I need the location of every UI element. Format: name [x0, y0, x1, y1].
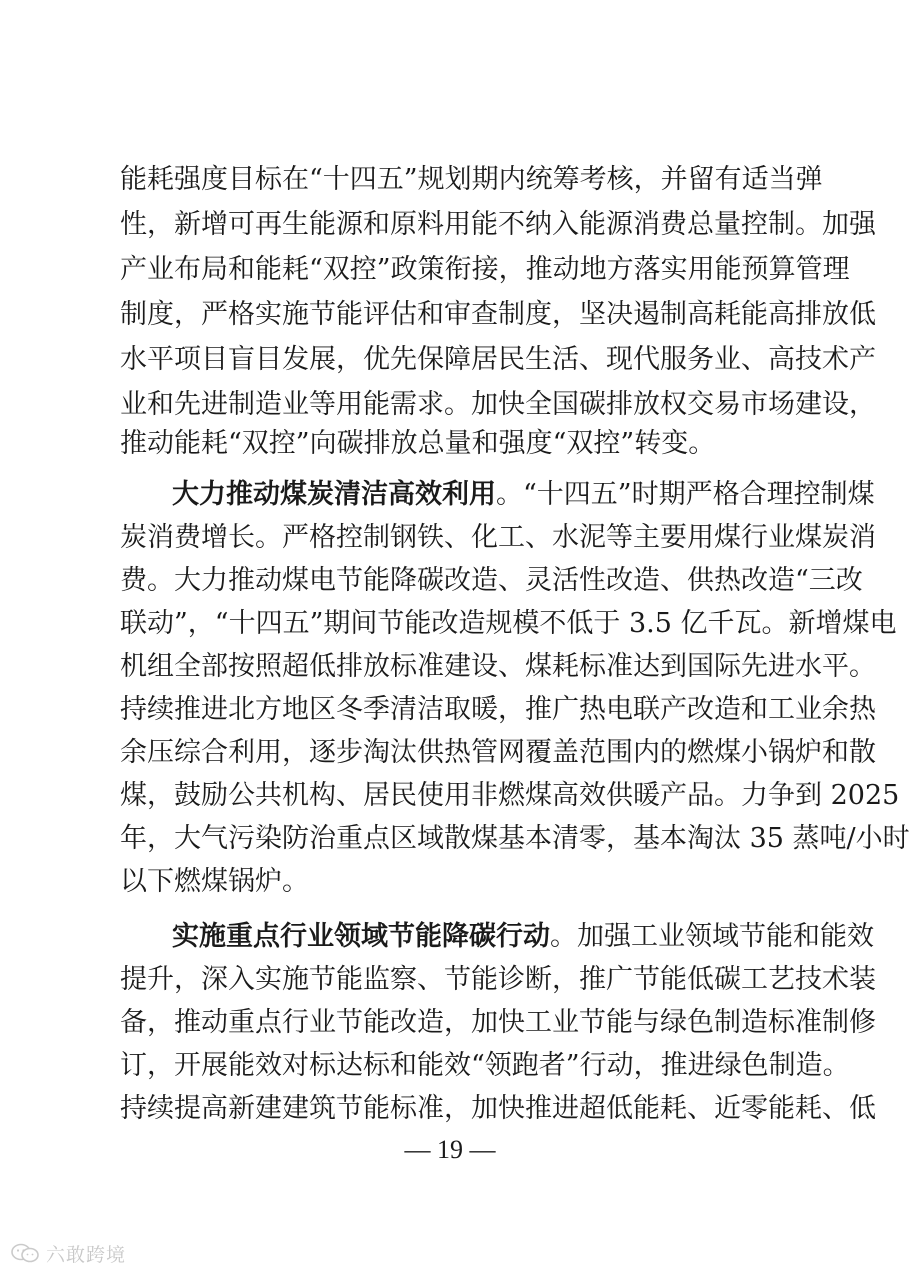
- text-line-3: 产业布局和能耗“双控”政策衔接，推动地方落实用能预算管理: [120, 254, 850, 285]
- text-line-20: 备，推动重点行业节能改造，加快工业节能与绿色制造标准制修: [120, 1007, 876, 1038]
- text-line-14: 余压综合利用，逐步淘汰供热管网覆盖范围内的燃煤小锅炉和散: [120, 737, 876, 768]
- text-line-5: 水平项目盲目发展，优先保障居民生活、现代服务业、高技术产: [120, 344, 876, 375]
- text-line-21: 订，开展能效对标达标和能效“领跑者”行动，推进绿色制造。: [120, 1050, 850, 1081]
- text-line-16: 年，大气污染防治重点区域散煤基本清零，基本淘汰 35 蒸吨/小时: [120, 823, 910, 854]
- paragraph-heading-industry: [172, 917, 874, 957]
- text-line-10: 费。大力推动煤电节能降碳改造、灵活性改造、供热改造“三改: [120, 565, 863, 596]
- text-line-2: 性，新增可再生能源和原料用能不纳入能源消费总量控制。加强: [120, 209, 876, 240]
- text-line-13: 持续推进北方地区冬季清洁取暖，推广热电联产改造和工业余热: [120, 694, 876, 725]
- watermark: [10, 1238, 126, 1268]
- text-line-6: 业和先进制造业等用能需求。加快全国碳排放权交易市场建设，: [120, 389, 876, 420]
- text-line-22: 持续提高新建建筑节能标准，加快推进超低能耗、近零能耗、低: [120, 1093, 876, 1124]
- text-line-9: 炭消费增长。严格控制钢铁、化工、水泥等主要用煤行业煤炭消: [120, 522, 876, 553]
- text-line-12: 机组全部按照超低排放标准建设、煤耗标准达到国际先进水平。: [120, 651, 876, 682]
- watermark-text: 六敢跨境: [46, 1243, 127, 1266]
- page-number: — 19 —: [404, 1135, 496, 1164]
- text-line-1: 能耗强度目标在“十四五”规划期内统筹考核，并留有适当弹: [120, 164, 823, 195]
- text-line-4: 制度，严格实施节能评估和审查制度，坚决遏制高耗能高排放低: [120, 299, 876, 330]
- wechat-logo-icon: [10, 1242, 40, 1264]
- heading-industry-rest: 。加强工业领域节能和能效: [550, 921, 874, 952]
- heading-industry-bold: 实施重点行业领域节能降碳行动: [172, 921, 550, 952]
- text-line-15: 煤，鼓励公共机构、居民使用非燃煤高效供暖产品。力争到 2025: [120, 780, 900, 811]
- text-line-17: 以下燃煤锅炉。: [120, 866, 309, 897]
- paragraph-heading-coal: [172, 475, 875, 515]
- text-line-11: 联动”，“十四五”期间节能改造规模不低于 3.5 亿千瓦。新增煤电: [120, 608, 897, 639]
- heading-coal-bold: 大力推动煤炭清洁高效利用: [172, 479, 496, 510]
- text-line-19: 提升，深入实施节能监察、节能诊断，推广节能低碳工艺技术装: [120, 964, 876, 995]
- text-line-7: 推动能耗“双控”向碳排放总量和强度“双控”转变。: [120, 428, 716, 459]
- heading-coal-rest: 。“十四五”时期严格合理控制煤: [496, 479, 875, 510]
